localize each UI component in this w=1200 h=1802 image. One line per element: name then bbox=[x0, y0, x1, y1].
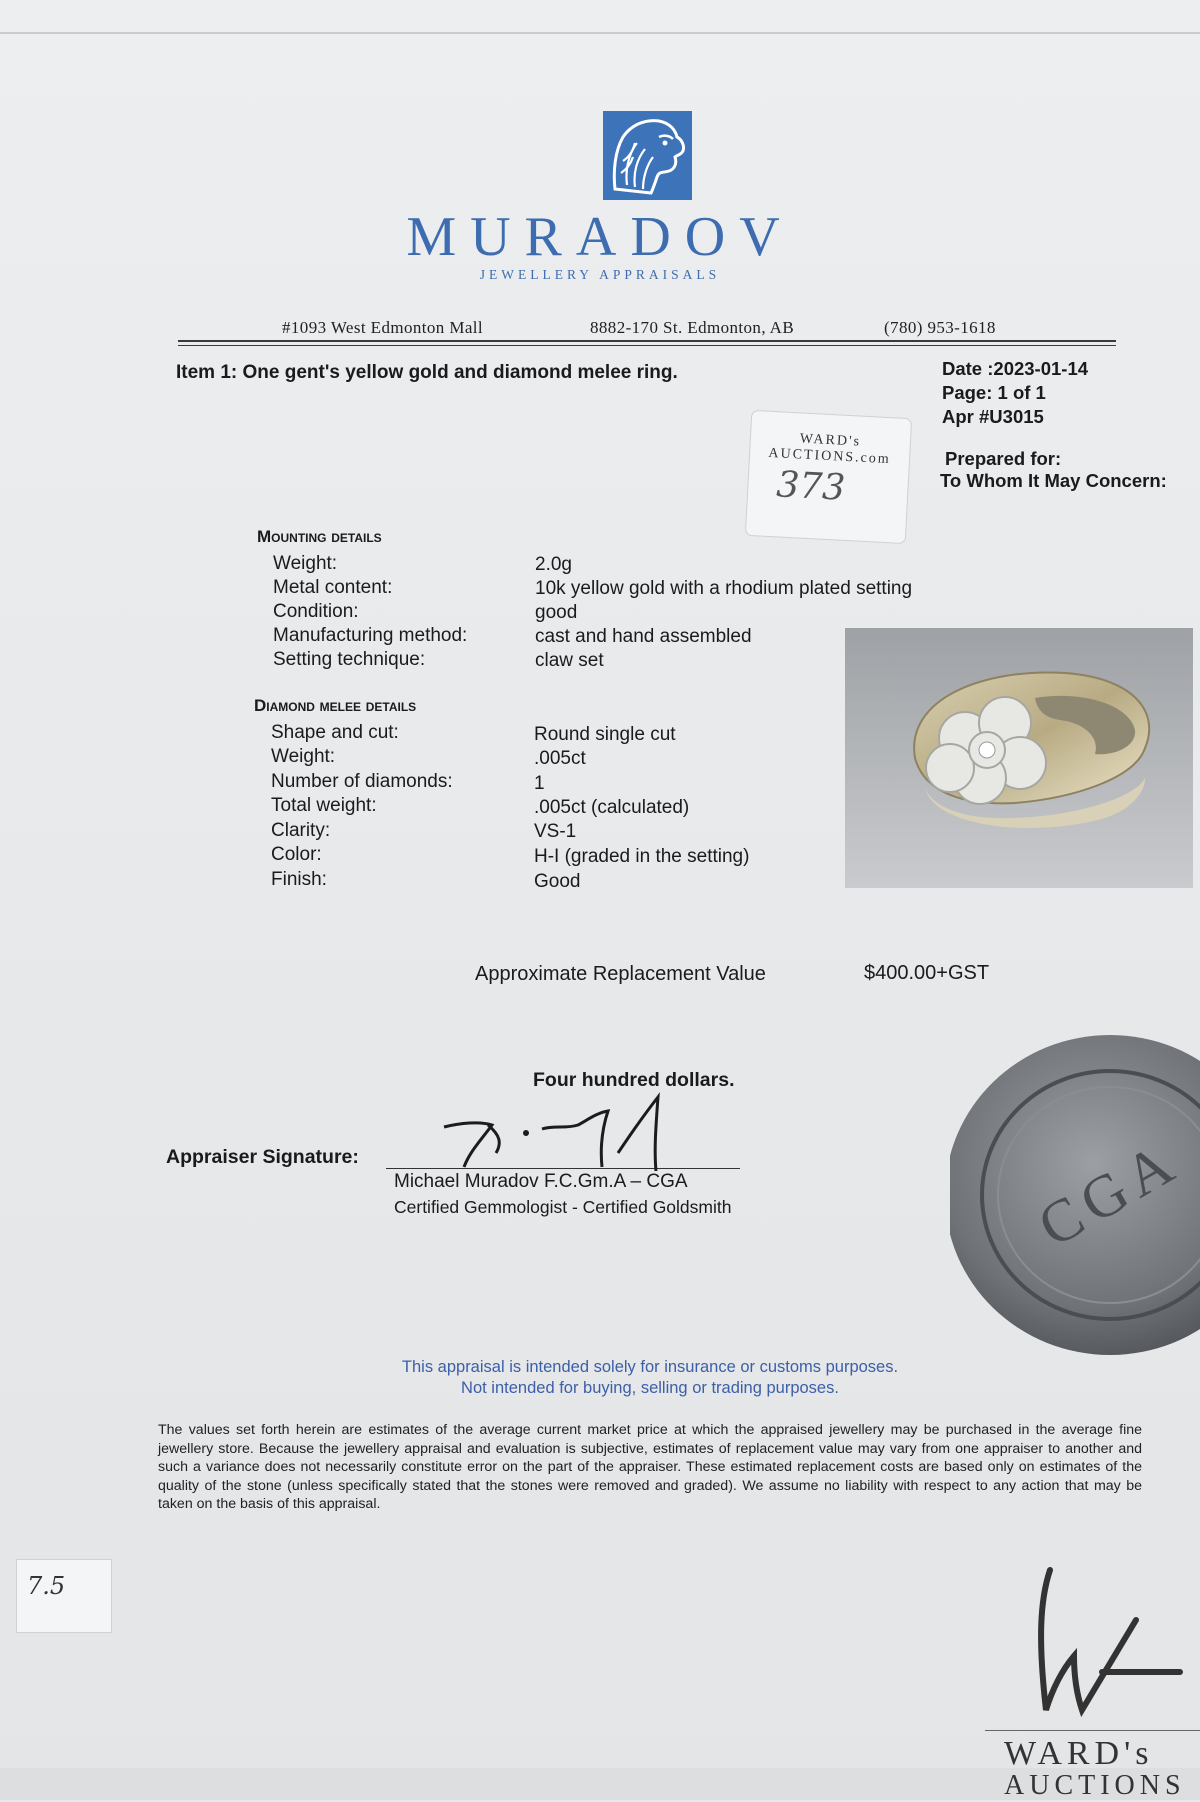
diamond-details-title: Diamond melee details bbox=[254, 696, 417, 715]
header-rule-thin bbox=[178, 345, 1116, 346]
watermark-subtitle: AUCTIONS bbox=[1004, 1770, 1186, 1801]
detail-label: Manufacturing method: bbox=[273, 625, 468, 646]
ring-photo bbox=[845, 628, 1193, 888]
replacement-value-label: Approximate Replacement Value bbox=[475, 963, 766, 985]
detail-label: Total weight: bbox=[271, 795, 377, 816]
watermark-rule bbox=[985, 1730, 1200, 1731]
detail-label: Number of diamonds: bbox=[271, 771, 453, 792]
seal-text: CGA bbox=[1027, 1127, 1191, 1260]
size-note-tag bbox=[16, 1559, 112, 1633]
detail-value: claw set bbox=[535, 650, 604, 671]
phone-number: (780) 953-1618 bbox=[884, 318, 996, 337]
prepared-for-label: Prepared for: bbox=[945, 448, 1062, 469]
watermark-name: WARD's bbox=[1004, 1735, 1154, 1772]
sleeve-edge bbox=[0, 32, 1200, 34]
appraisal-number: Apr #U3015 bbox=[942, 406, 1044, 427]
detail-value: 2.0g bbox=[535, 554, 572, 575]
replacement-value: $400.00+GST bbox=[864, 962, 990, 984]
detail-label: Metal content: bbox=[273, 577, 393, 598]
size-note: 7.5 bbox=[27, 1572, 66, 1600]
detail-value: Good bbox=[534, 871, 581, 892]
detail-value: 1 bbox=[534, 773, 545, 794]
lot-number: 373 bbox=[775, 464, 847, 509]
detail-value: Round single cut bbox=[534, 724, 676, 745]
detail-value: .005ct (calculated) bbox=[534, 797, 690, 818]
cga-seal-icon bbox=[950, 1035, 1200, 1355]
detail-value: .005ct bbox=[534, 748, 586, 769]
appraisal-date: Date :2023-01-14 bbox=[942, 358, 1089, 379]
item-title: Item 1: One gent's yellow gold and diamond melee ring. bbox=[176, 362, 678, 383]
address-street: 8882-170 St. Edmonton, AB bbox=[590, 318, 795, 337]
disclaimer-line-2: Not intended for buying, selling or trading purposes. bbox=[461, 1379, 839, 1397]
detail-label: Setting technique: bbox=[273, 649, 426, 670]
brand-subtitle: JEWELLERY APPRAISALS bbox=[479, 267, 721, 282]
detail-label: Color: bbox=[271, 844, 322, 865]
lion-head-icon bbox=[603, 111, 692, 200]
detail-value: H-I (graded in the setting) bbox=[534, 846, 750, 867]
detail-label: Finish: bbox=[271, 869, 327, 890]
handwritten-signature bbox=[430, 1085, 750, 1175]
detail-label: Clarity: bbox=[271, 820, 331, 841]
disclaimer-line-1: This appraisal is intended solely for insurance or customs purposes. bbox=[401, 1358, 899, 1376]
appraiser-credentials: Certified Gemmologist - Certified Goldsmith bbox=[394, 1197, 732, 1217]
fine-print: The values set forth herein are estimates of the average current market price at which the appraised jewellery may be purchased in the average fine jewellery store. Because the jewellery appraisal and evaluation is subjective, estimates of replacement value may vary from one appraiser to another and such a variance does not necessarily constitute error on the part of the appraiser. These estimated replacement costs are based only on estimates of the quality of the stone (unless specifically stated that the stones were removed and graded). We assume no liability with respect to any action that may be taken on the basis of this appraisal. bbox=[158, 1422, 1142, 1513]
prepared-for-recipient: To Whom It May Concern: bbox=[940, 470, 1167, 491]
address-mall: #1093 West Edmonton Mall bbox=[282, 318, 484, 337]
brand-name: MURADOV bbox=[406, 206, 794, 268]
lot-tag-brand: WARD's AUCTIONS.com bbox=[768, 431, 892, 468]
lot-tag bbox=[745, 410, 912, 544]
signature-label: Appraiser Signature: bbox=[166, 1146, 359, 1168]
appraiser-name: Michael Muradov F.C.Gm.A – CGA bbox=[394, 1171, 688, 1192]
detail-value: 10k yellow gold with a rhodium plated setting bbox=[535, 578, 913, 599]
detail-value: VS-1 bbox=[534, 821, 577, 842]
detail-value: cast and hand assembled bbox=[535, 626, 752, 647]
header-rule bbox=[178, 340, 1116, 342]
detail-label: Condition: bbox=[273, 601, 359, 622]
wa-monogram-icon bbox=[990, 1560, 1190, 1720]
mounting-details-title: Mounting details bbox=[257, 527, 382, 546]
detail-label: Shape and cut: bbox=[271, 722, 399, 743]
detail-label: Weight: bbox=[273, 553, 338, 574]
value-in-words: Four hundred dollars. bbox=[533, 1069, 735, 1091]
page-number: Page: 1 of 1 bbox=[942, 382, 1046, 403]
detail-label: Weight: bbox=[271, 746, 336, 767]
detail-value: good bbox=[535, 602, 578, 623]
